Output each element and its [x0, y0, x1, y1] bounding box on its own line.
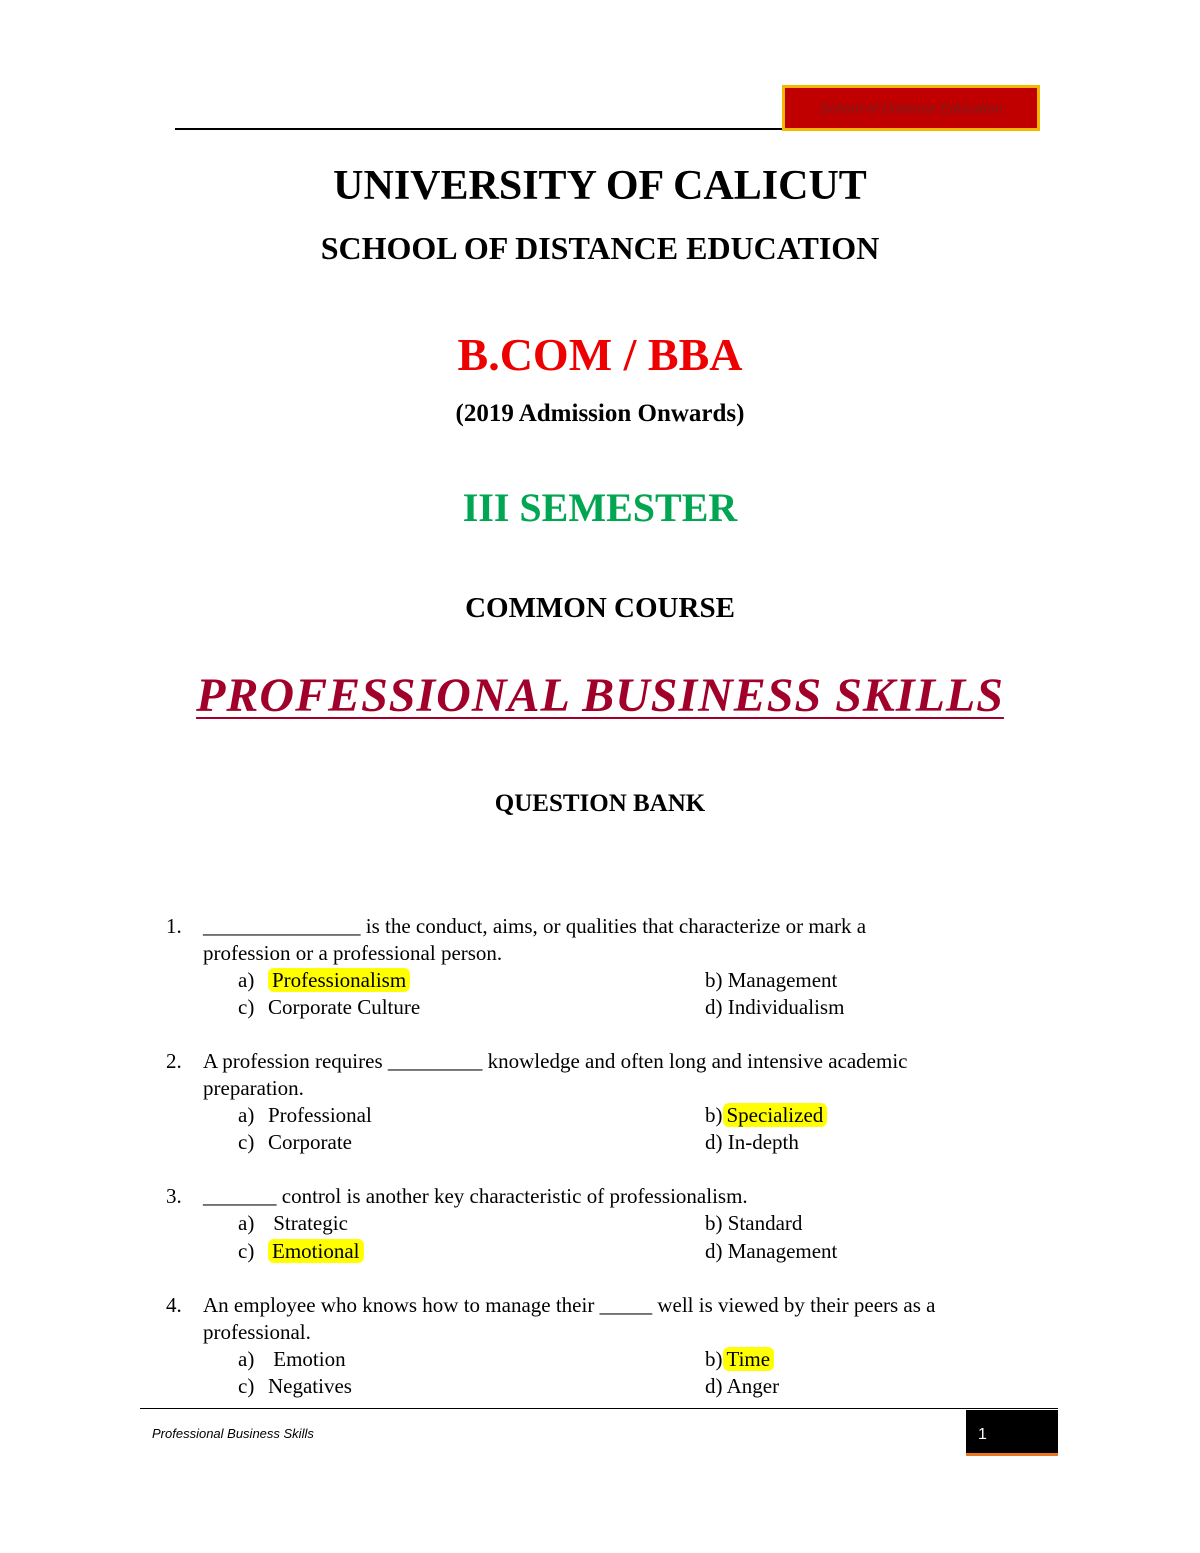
option-a: a) Professionalism — [238, 968, 410, 993]
question-text-line-2: preparation. — [203, 1076, 304, 1100]
semester-title: III SEMESTER — [462, 485, 738, 530]
header-badge-text: School of Distance Education — [819, 100, 1003, 116]
option-b: b) Management — [705, 968, 838, 992]
school-title: SCHOOL OF DISTANCE EDUCATION — [320, 230, 880, 266]
question-text-line-1: An employee who knows how to manage their _____ well is viewed by their peers as a — [203, 1293, 936, 1317]
footer-rule — [140, 1408, 1058, 1409]
question-number: 2. — [166, 1049, 182, 1073]
question-text-line-1: _______________ is the conduct, aims, or qualities that characterize or mark a — [203, 914, 867, 938]
course-name-text: PROFESSIONAL BUSINESS SKILLS — [196, 669, 1004, 722]
question-text-line-2: professional. — [203, 1320, 311, 1344]
option-d: d) In-depth — [705, 1130, 799, 1154]
option-d: d) Anger — [705, 1374, 780, 1398]
option-c: c) Corporate — [238, 1130, 352, 1154]
option-a: a) Strategic — [238, 1211, 348, 1235]
page-number: 1 — [966, 1410, 1058, 1456]
question-number: 1. — [166, 914, 182, 938]
question-text-line-1: A profession requires _________ knowledge and often long and intensive academic — [203, 1049, 908, 1073]
university-title: UNIVERSITY OF CALICUT — [333, 163, 867, 209]
option-a: a) Emotion — [238, 1347, 346, 1371]
course-name — [0, 668, 1200, 723]
correct-answer-highlight: Professionalism — [268, 968, 410, 992]
option-c: c) Negatives — [238, 1374, 352, 1398]
option-b: b) Standard — [705, 1211, 803, 1235]
header-badge — [782, 85, 1040, 131]
option-c: c) Emotional — [238, 1239, 364, 1264]
correct-answer-highlight: Time — [723, 1347, 775, 1371]
question-text-line-2: profession or a professional person. — [203, 941, 503, 965]
option-d: d) Individualism — [705, 995, 845, 1019]
option-d: d) Management — [705, 1239, 838, 1263]
admission-note: (2019 Admission Onwards) — [455, 400, 745, 427]
question-text-line-1: _______ control is another key characteristic of professionalism. — [203, 1184, 748, 1208]
section-title: QUESTION BANK — [494, 790, 706, 817]
footer-course-name: Professional Business Skills — [152, 1426, 314, 1441]
program-title: B.COM / BBA — [457, 329, 743, 380]
option-b: b) Specialized — [705, 1103, 827, 1128]
question-number: 4. — [166, 1293, 182, 1317]
option-b: b) Time — [705, 1347, 774, 1372]
correct-answer-highlight: Emotional — [268, 1239, 364, 1263]
question-number: 3. — [166, 1184, 182, 1208]
option-a: a) Professional — [238, 1103, 372, 1127]
option-c: c) Corporate Culture — [238, 995, 421, 1019]
course-type: COMMON COURSE — [465, 592, 735, 624]
correct-answer-highlight: Specialized — [723, 1103, 828, 1127]
header-rule — [175, 128, 785, 130]
